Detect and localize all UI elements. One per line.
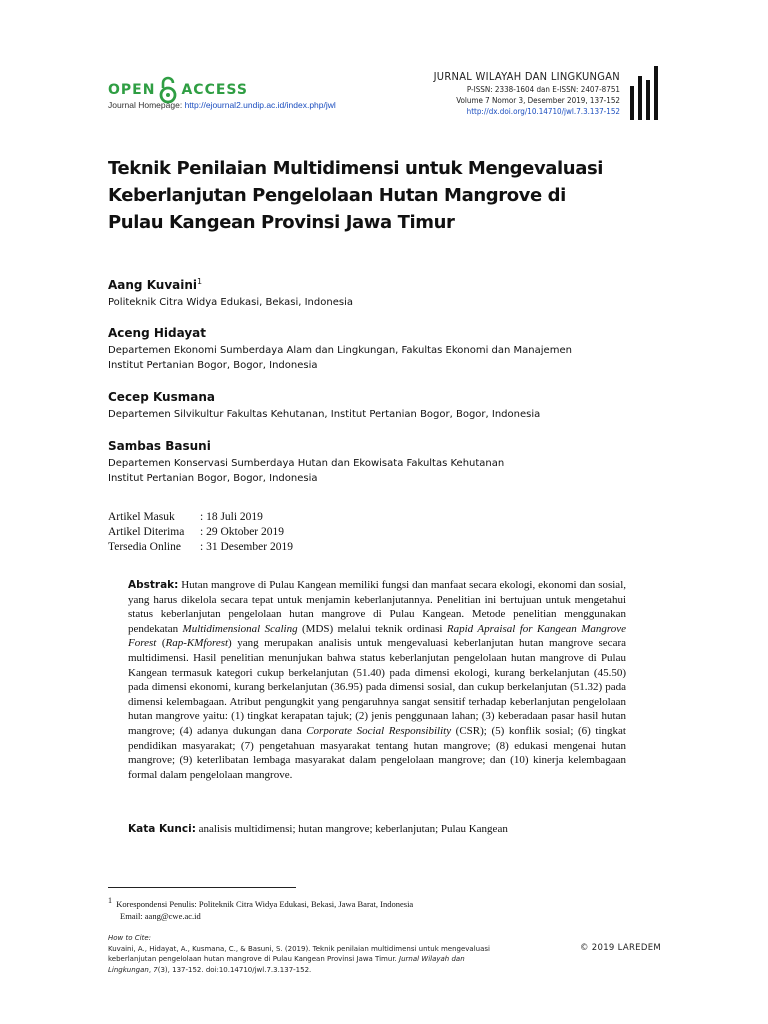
footnote: $^1$ Korespondensi Penulis: Politeknik Citra Widya Edukasi, Bekasi, Jawa Barat, Indonesia Email: aang@cwe.ac.id bbox=[108, 896, 414, 921]
author-name: Aceng Hidayat bbox=[108, 326, 206, 340]
article-dates bbox=[108, 510, 293, 555]
author-affiliation: Departemen Konservasi Sumberdaya Hutan dan Ekowisata Fakultas Kehutanan Institut Pertanian Bogor, Bogor, Indonesia bbox=[108, 458, 505, 484]
keywords: Kata Kunci: analisis multidimensi; hutan mangrove; keberlanjutan; Pulau Kangean bbox=[128, 823, 508, 835]
title-line-2: Keberlanjutan Pengelolaan Hutan Mangrove di bbox=[108, 185, 566, 206]
cite-heading: How to Cite: bbox=[108, 934, 151, 942]
author-block bbox=[108, 277, 353, 310]
author-name: Cecep Kusmana bbox=[108, 390, 215, 404]
article-title bbox=[108, 155, 608, 236]
journal-doi-link[interactable]: http://dx.doi.org/10.14710/jwl.7.3.137-152 bbox=[466, 107, 620, 116]
homepage-link[interactable]: http://ejournal2.undip.ac.id/index.php/jwl bbox=[184, 100, 336, 110]
journal-homepage bbox=[108, 100, 336, 110]
keywords-label: Kata Kunci: bbox=[128, 823, 196, 835]
title-line-1: Teknik Penilaian Multidimensi untuk Mengevaluasi bbox=[108, 158, 604, 179]
journal-volume: Volume 7 Nomor 3, Desember 2019, 137-152 bbox=[456, 96, 620, 105]
open-access-logo-left: OPEN bbox=[108, 82, 156, 98]
date-row: Tersedia Online : 31 Desember 2019 bbox=[108, 541, 293, 553]
author-name: Aang Kuvaini$^1$ bbox=[108, 277, 203, 292]
journal-info bbox=[434, 70, 620, 116]
abstract-label: Abstrak: bbox=[128, 579, 179, 591]
author-block bbox=[108, 326, 572, 373]
abstract: Abstrak: Hutan mangrove di Pulau Kangean memiliki fungsi dan manfaat secara ekologi, ekonomi dan sosial, yang harus dikelola secara tepat untuk menjamin keberlanjutannya. Penelitian ini bertujuan untuk mengetahui status keberlanjutan pengelolaan hutan mangrove di Pulau Kangean. Metode penelitian menggunakan pendekatan Multidimensional Scaling (MDS) melalui teknik ordinasi Rapid Apraisal for Kangean Mangrove Forest (Rap-KMforest) yang merupakan analisis untuk mengevaluasi keberlanjutan hutan mangrove secara multidimensi. Hasil penelitian menunjukan bahwa status keberlanjutan pengelolaan hutan mangrove di Pulau Kangean termasuk kategori cukup berkelanjutan (51.40) pada dimensi ekologi, kurang berkelanjutan (45.50) pada dimensi ekonomi, kurang berkelanjutan (36.95) pada dimensi sosial, dan cukup berkelanjutan (51.32) pada dimensi kelembagaan. Atribut pengungkit yang pengaruhnya sangat sensitif terhadap keberlanjutan pengelolaan hutan mangrove yaitu: (1) tingkat kerapatan tajuk; (2) jenis penggunaan lahan; (3) keberadaan pasar hasil hutan mangrove; (4) adanya dukungan dana Corporate Social Responsibility (CSR); (5) konflik sosial; (6) tingkat pendidikan masyarakat; (7) pengetahuan masyarakat tentang hutan mangrove; (8) edukasi mengenai hutan mangrove; (9) keterlibatan lembaga masyarakat dalam pengelolaan mangrove; dan (10) kinerja kelembagaan formal dalam pengelolaan mangrove. bbox=[128, 579, 626, 781]
author-block bbox=[108, 439, 504, 486]
author-name: Sambas Basuni bbox=[108, 439, 211, 453]
how-to-cite bbox=[108, 933, 508, 975]
journal-bars-icon bbox=[630, 66, 660, 120]
open-access-logo-right: ACCESS bbox=[181, 82, 248, 98]
footnote-divider bbox=[108, 887, 296, 888]
author-affiliation: Departemen Ekonomi Sumberdaya Alam dan Lingkungan, Fakultas Ekonomi dan Manajemen Institut Pertanian Bogor, Bogor, Indonesia bbox=[108, 345, 572, 371]
copyright-notice: © 2019 LAREDEM bbox=[580, 943, 662, 953]
cite-text: Kuvaini, A., Hidayat, A., Kusmana, C., & Basuni, S. (2019). Teknik penilaian multidimensi untuk mengevaluasi keberlanjutan pengelolaan hutan mangrove di Pulau Kangean Provinsi Jawa Timur. Jurnal Wilayah dan Lingkungan, 7(3), 137-152. doi:10.14710/jwl.7.3.137-152. bbox=[108, 944, 490, 974]
author-affiliation: Departemen Silvikultur Fakultas Kehutanan, Institut Pertanian Bogor, Bogor, Indonesia bbox=[108, 409, 541, 420]
author-affiliation: Politeknik Citra Widya Edukasi, Bekasi, Indonesia bbox=[108, 297, 353, 308]
date-row: Artikel Diterima : 29 Oktober 2019 bbox=[108, 526, 285, 538]
author-block bbox=[108, 390, 540, 422]
date-row: Artikel Masuk : 18 Juli 2019 bbox=[108, 511, 263, 523]
journal-name: JURNAL WILAYAH DAN LINGKUNGAN bbox=[433, 70, 620, 83]
title-line-3: Pulau Kangean Provinsi Jawa Timur bbox=[108, 212, 455, 233]
homepage-label: Journal Homepage: bbox=[108, 100, 183, 110]
journal-issn: P-ISSN: 2338-1604 dan E-ISSN: 2407-8751 bbox=[466, 85, 620, 94]
